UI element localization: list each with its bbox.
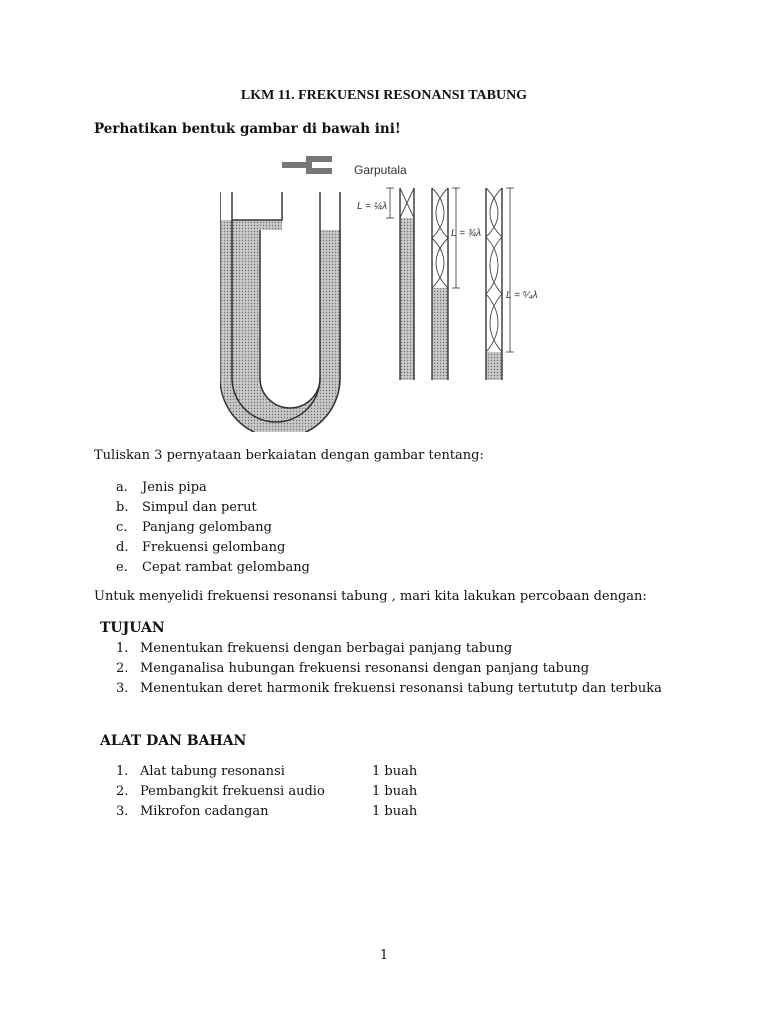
list-item (116, 679, 662, 699)
list-marker: a. (116, 480, 128, 495)
label-three-quarter-wavelength: L = ¾λ (451, 228, 482, 239)
material-quantity: 1 buah (372, 764, 418, 779)
page-title: LKM 11. FREKUENSI RESONANSI TABUNG (240, 88, 528, 103)
objectives-heading: TUJUAN (100, 620, 165, 636)
lead-text: Untuk menyelidi frekuensi resonansi tabung , mari kita lakukan percobaan dengan: (94, 589, 647, 604)
resonance-tube-figure (220, 152, 560, 432)
list-marker: e. (116, 560, 128, 575)
list-marker: 1. (116, 764, 129, 779)
list-marker: 2. (116, 661, 129, 676)
tube-quarter-wavelength (386, 188, 414, 380)
list-item (116, 558, 310, 578)
label-five-quarter-wavelength: L = ⁵⁄₄λ (506, 290, 538, 301)
list-item (116, 498, 310, 518)
list-item (116, 518, 310, 538)
list-item (116, 782, 417, 802)
list-item-text: Panjang gelombang (142, 520, 272, 535)
list-marker: 3. (116, 681, 129, 696)
topic-list (116, 478, 310, 578)
list-item-text: Menentukan deret harmonik frekuensi resonansi tabung tertututp dan terbuka (140, 681, 662, 696)
materials-heading: ALAT DAN BAHAN (100, 733, 247, 749)
material-name: Pembangkit frekuensi audio (140, 784, 325, 799)
prompt-text: Tuliskan 3 pernyataan berkaiatan dengan gambar tentang: (94, 448, 484, 463)
objectives-list (116, 639, 662, 699)
list-marker: d. (116, 540, 129, 555)
list-item-text: Menentukan frekuensi dengan berbagai panjang tabung (140, 641, 513, 656)
list-item-text: Menganalisa hubungan frekuensi resonansi dengan panjang tabung (140, 661, 590, 676)
label-quarter-wavelength: L = ¼λ (357, 201, 388, 212)
list-item (116, 639, 662, 659)
tube-three-quarter-wavelength (432, 188, 460, 380)
tuning-fork-icon (282, 156, 332, 174)
tube-five-quarter-wavelength (486, 188, 514, 380)
list-item (116, 538, 310, 558)
material-quantity: 1 buah (372, 804, 418, 819)
list-marker: b. (116, 500, 129, 515)
list-marker: c. (116, 520, 128, 535)
list-item-text: Frekuensi gelombang (142, 540, 286, 555)
list-item (116, 762, 417, 782)
list-item (116, 802, 417, 822)
list-marker: 3. (116, 804, 129, 819)
list-item (116, 659, 662, 679)
intro-text: Perhatikan bentuk gambar di bawah ini! (94, 121, 401, 137)
material-name: Alat tabung resonansi (140, 764, 285, 779)
list-item-text: Cepat rambat gelombang (142, 560, 310, 575)
materials-list (116, 762, 417, 822)
list-item (116, 478, 310, 498)
list-item-text: Jenis pipa (142, 480, 207, 495)
material-name: Mikrofon cadangan (140, 804, 269, 819)
page-number: 1 (379, 948, 389, 963)
fork-label: Garputala (354, 163, 407, 177)
material-quantity: 1 buah (372, 784, 418, 799)
list-marker: 2. (116, 784, 129, 799)
list-item-text: Simpul dan perut (142, 500, 257, 515)
u-tube (220, 192, 341, 432)
list-marker: 1. (116, 641, 129, 656)
